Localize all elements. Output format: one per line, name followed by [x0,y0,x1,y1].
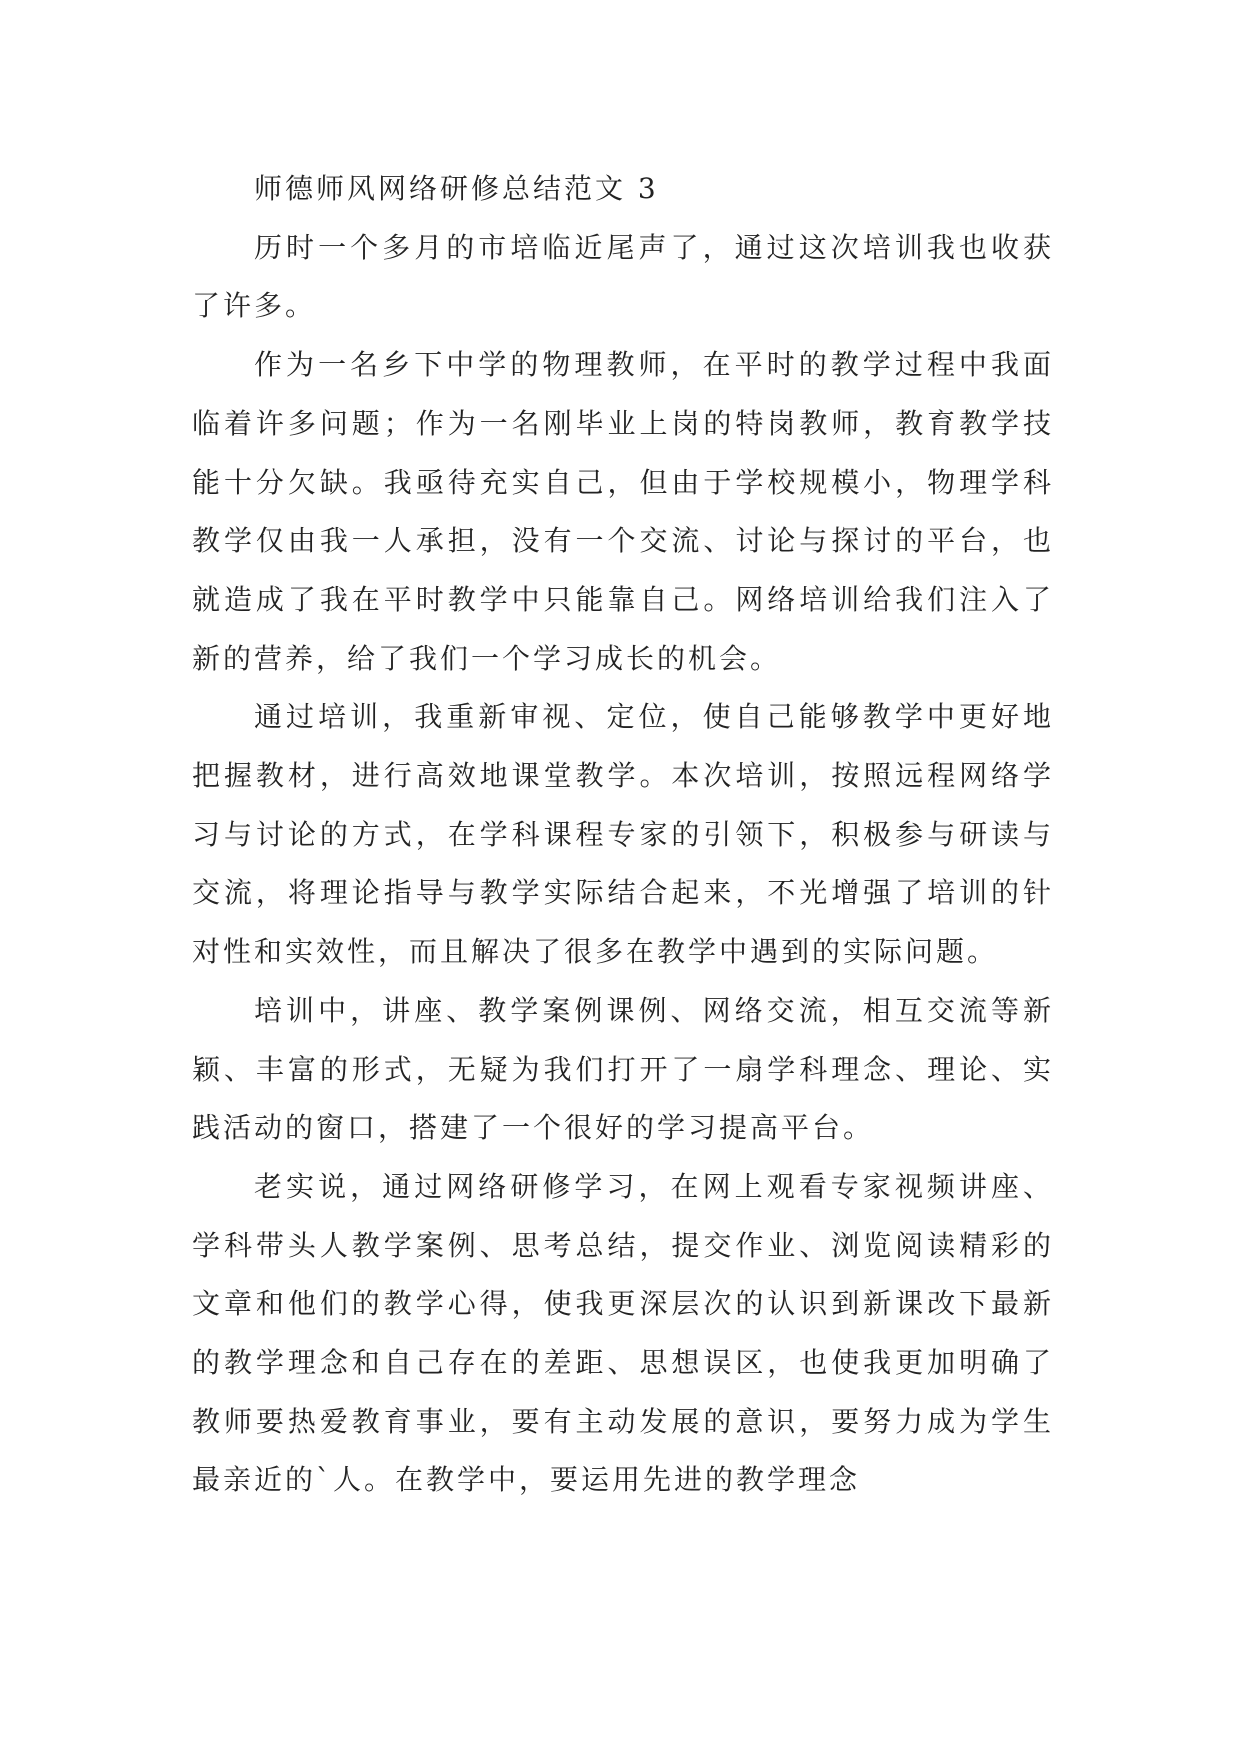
paragraph-3: 通过培训，我重新审视、定位，使自己能够教学中更好地把握教材，进行高效地课堂教学。本次培训，按照远程网络学习与讨论的方式，在学科课程专家的引领下，积极参与研读与交流，将理论指导与教学实际结合起来，不光增强了培训的针对性和实效性，而且解决了很多在教学中遇到的实际问题。 [192,700,1054,969]
paragraph-5: 老实说，通过网络研修学习，在网上观看专家视频讲座、学科带头人教学案例、思考总结，提交作业、浏览阅读精彩的文章和他们的教学心得，使我更深层次的认识到新课改下最新的教学理念和自己存在的差距、思想误区，也使我更加明确了教师要热爱教育事业，要有主动发展的意识，要努力成为学生最亲近的`人。在教学中，要运用先进的教学理念 [192,1169,1054,1497]
document-body [192,160,1054,1510]
paragraph-2: 作为一名乡下中学的物理教师，在平时的教学过程中我面临着许多问题；作为一名刚毕业上岗的特岗教师，教育教学技能十分欠缺。我亟待充实自己，但由于学校规模小，物理学科教学仅由我一人承担，没有一个交流、讨论与探讨的平台，也就造成了我在平时教学中只能靠自己。网络培训给我们注入了新的营养，给了我们一个学习成长的机会。 [192,348,1054,675]
paragraph-1: 历时一个多月的市培临近尾声了，通过这次培训我也收获了许多。 [192,230,1054,323]
document-title: 师德师风网络研修总结范文 3 [254,172,659,205]
paragraph-4: 培训中，讲座、教学案例课例、网络交流，相互交流等新颖、丰富的形式，无疑为我们打开了一扇学科理念、理论、实践活动的窗口，搭建了一个很好的学习提高平台。 [192,993,1054,1145]
